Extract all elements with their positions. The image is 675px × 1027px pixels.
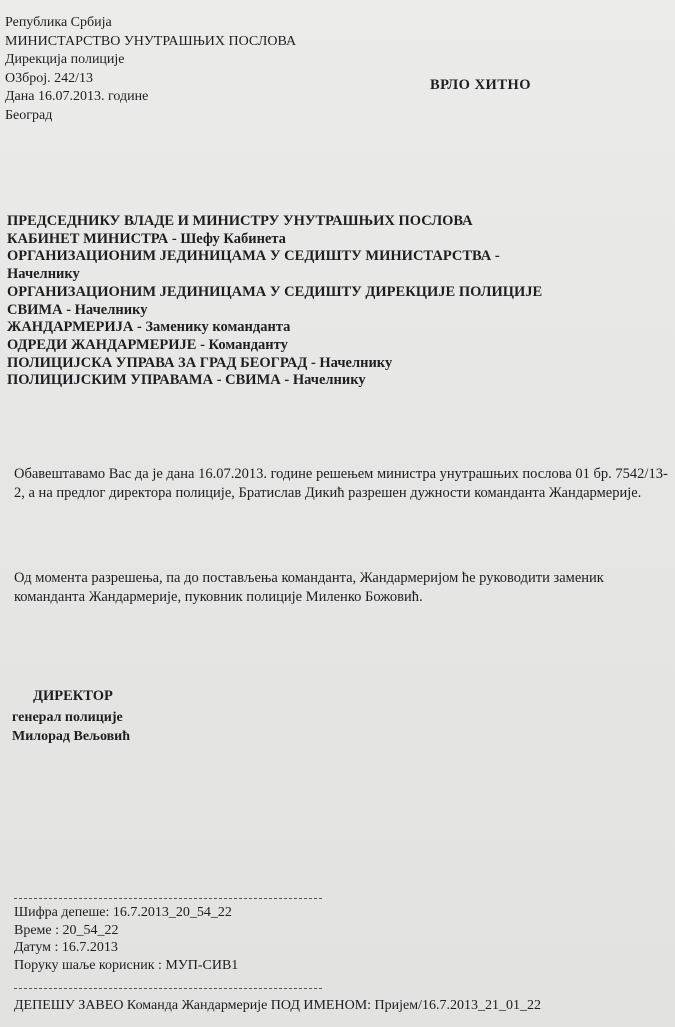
urgency-label: ВРЛО ХИТНО bbox=[430, 77, 532, 93]
recipient-line: ОРГАНИЗАЦИОНИМ ЈЕДИНИЦАМА У СЕДИШТУ МИНИСТАРСТВА - bbox=[7, 248, 500, 265]
letterhead-ministry: МИНИСТАРСТВО УНУТРАШЊИХ ПОСЛОВА bbox=[5, 33, 297, 49]
receipt-line: ДЕПЕШУ ЗАВЕО Команда Жандармерије ПОД ИМЕНОМ: Пријем/16.7.2013_21_01_22 bbox=[14, 998, 541, 1013]
letterhead bbox=[5, 14, 296, 125]
signatory-rank: генерал полиције bbox=[12, 710, 123, 725]
recipient-line: ОДРЕДИ ЖАНДАРМЕРИЈЕ - Команданту bbox=[7, 336, 288, 353]
transmission-footer bbox=[14, 904, 238, 974]
date-line: Датум : 16.7.2013 bbox=[14, 940, 118, 955]
recipient-line: Начелнику bbox=[7, 266, 80, 283]
cipher-line: Шифра депеше: 16.7.2013_20_54_22 bbox=[14, 905, 232, 920]
recipient-line: КАБИНЕТ МИНИСТРА - Шефу Кабинета bbox=[7, 230, 286, 247]
sender-line: Поруку шаље корисник : МУП-СИВ1 bbox=[14, 957, 239, 973]
recipient-line: ЖАНДАРМЕРИЈА - Заменику команданта bbox=[7, 319, 291, 336]
letterhead-country: Република Србија bbox=[5, 15, 112, 30]
time-line: Време : 20_54_22 bbox=[14, 922, 119, 938]
signatory-title: ДИРЕКТОР bbox=[33, 688, 113, 704]
footer-divider-bottom bbox=[14, 988, 322, 989]
recipient-line: ПОЛИЦИЈСКА УПРАВА ЗА ГРАД БЕОГРАД - Начелнику bbox=[7, 354, 393, 371]
footer-divider-top bbox=[14, 898, 322, 899]
letterhead-directorate: Дирекција полиције bbox=[5, 52, 125, 67]
recipient-list bbox=[7, 213, 542, 390]
signatory-name: Милорад Вељовић bbox=[12, 729, 131, 744]
recipient-line: ОРГАНИЗАЦИОНИМ ЈЕДИНИЦАМА У СЕДИШТУ ДИРЕКЦИЈЕ ПОЛИЦИЈЕ bbox=[7, 283, 543, 300]
reference-number: О3број. 242/13 bbox=[5, 70, 94, 86]
body-paragraph-2: Од момента разрешења, па до постављења команданта, Жандармеријом ће руководити заменик команданта Жандармерије, пуковник полиције Миленко Божовић. bbox=[14, 570, 604, 605]
recipient-line: ПОЛИЦИЈСКИМ УПРАВАМА - СВИМА - Начелнику bbox=[7, 372, 366, 389]
recipient-line: ПРЕДСЕДНИКУ ВЛАДЕ И МИНИСТРУ УНУТРАШЊИХ ПОСЛОВА bbox=[7, 213, 473, 229]
document-city: Београд bbox=[5, 107, 53, 123]
recipient-line: СВИМА - Начелнику bbox=[7, 301, 148, 318]
document-date: Дана 16.07.2013. године bbox=[5, 89, 149, 104]
body-paragraph-1: Обавештавамо Вас да је дана 16.07.2013. године решењем министра унутрашњих послова 01 бр. 7542/13-2, а на предлог директора полиције, Братислав Дикић разрешен дужности команданта Жандармерије. bbox=[14, 466, 668, 501]
